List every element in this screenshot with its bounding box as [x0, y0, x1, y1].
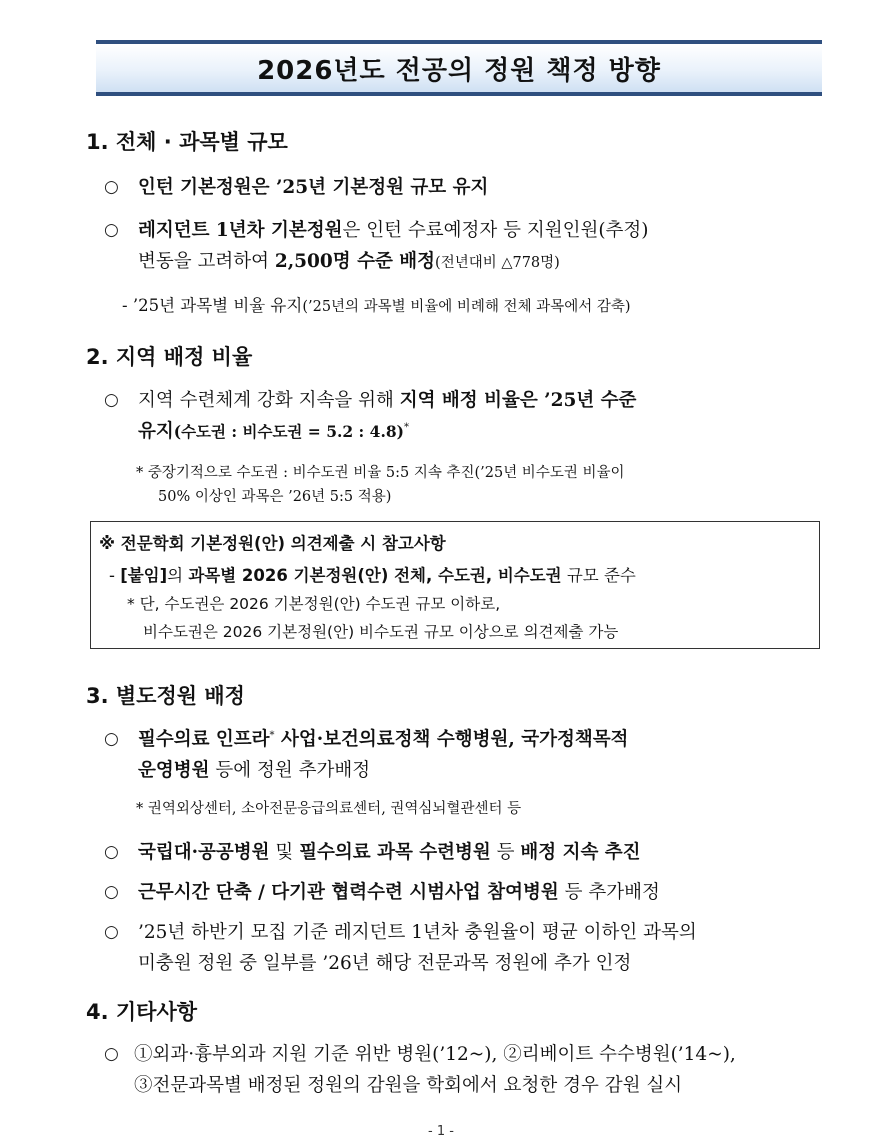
bullet-circle-icon: ○: [104, 842, 119, 862]
bullet-circle-icon: ○: [104, 390, 119, 410]
section1-item1: 인턴 기본정원은 ’25년 기본정원 규모 유지: [138, 177, 489, 198]
section2-note-line1: * 중장기적으로 수도권 : 비수도권 비율 5:5 지속 추진(’25년 비수도권 비율이: [136, 465, 625, 481]
page-number: - 1 -: [428, 1124, 454, 1139]
reference-line1: [109, 562, 636, 586]
bold-text: 필수의료 과목 수련병원: [299, 842, 491, 863]
section3-heading: 3. 별도정원 배정: [86, 684, 245, 708]
bold-text: 지역 배정 비율은 ’25년 수준: [399, 390, 637, 411]
footnote-mark: *: [269, 729, 275, 741]
section3-item2: [138, 838, 641, 864]
footnote-mark: *: [403, 421, 409, 433]
bullet-circle-icon: ○: [104, 220, 119, 240]
ratio-text: (수도권 : 비수도권 = 5.2 : 4.8): [173, 422, 404, 441]
dash: -: [122, 296, 128, 315]
section2-item1-line1: [138, 386, 636, 412]
section1-item2-line1: [138, 216, 649, 242]
bullet-circle-icon: ○: [104, 922, 119, 942]
dash: -: [109, 566, 121, 585]
bold-text: 운영병원: [138, 760, 210, 781]
text: 등 추가배정: [558, 882, 660, 903]
text: ’25년 과목별 비율 유지: [132, 296, 303, 315]
bullet-circle-icon: ○: [104, 177, 119, 197]
page-title: 2026년도 전공의 정원 책정 방향: [257, 55, 661, 86]
section4-heading: 4. 기타사항: [86, 1000, 198, 1024]
title-banner: [96, 40, 822, 96]
reference-heading: ※ 전문학회 기본정원(안) 의견제출 시 참고사항: [99, 534, 446, 553]
section2-item1-line2: [138, 417, 409, 443]
reference-line3: 비수도권은 2026 기본정원(안) 비수도권 규모 이상으로 의견제출 가능: [143, 623, 619, 641]
bullet-circle-icon: ○: [104, 1044, 119, 1064]
section1-sub-item: [122, 292, 631, 316]
text: 은 인턴 수료예정자 등 지원인원(추정): [342, 220, 649, 241]
section3-item4-line1: ’25년 하반기 모집 기준 레지던트 1년차 충원율이 평균 이하인 과목의: [138, 922, 697, 943]
bold-text: 과목별 2026 기본정원(안) 전체, 수도권, 비수도권: [188, 566, 562, 585]
text: 등: [490, 842, 521, 863]
reference-line2: * 단, 수도권은 2026 기본정원(안) 수도권 규모 이하로,: [127, 595, 501, 613]
small-text: (전년대비 △778명): [435, 255, 560, 271]
section2-note-line2: 50% 이상인 과목은 ’26년 5:5 적용): [158, 489, 392, 505]
text: 변동을 고려하여: [138, 251, 275, 272]
bold-text: 국립대·공공병원: [138, 842, 270, 863]
bold-text: 레지던트 1년차 기본정원: [138, 220, 343, 241]
text: 지역 수련체계 강화 지속을 위해: [138, 390, 400, 411]
section3-note: * 권역외상센터, 소아전문응급의료센터, 권역심뇌혈관센터 등: [136, 801, 522, 817]
text: 규모 준수: [561, 566, 636, 585]
reference-box: [90, 521, 820, 649]
section1-item2-line2: [138, 247, 560, 273]
section3-item3: [138, 878, 660, 904]
small-text: (’25년의 과목별 비율에 비례해 전체 과목에서 감축): [302, 299, 631, 315]
bullet-circle-icon: ○: [104, 882, 119, 902]
bold-text: 사업·보건의료정책 수행병원, 국가정책목적: [274, 729, 629, 750]
section2-heading: 2. 지역 배정 비율: [86, 345, 253, 369]
text: 의: [167, 566, 189, 585]
bullet-circle-icon: ○: [104, 729, 119, 749]
section4-item1-line2: ③전문과목별 배정된 정원의 감원을 학회에서 요청한 경우 감원 실시: [134, 1075, 683, 1096]
bold-text: 필수의료 인프라: [138, 729, 270, 750]
section4-item1-line1: ①외과·흉부외과 지원 기준 위반 병원(’12~), ②리베이트 수수병원(’14~),: [134, 1044, 736, 1065]
section1-heading: 1. 전체 · 과목별 규모: [86, 130, 288, 154]
section3-item1-line1: [138, 725, 628, 751]
section3-item1-line2: [138, 756, 370, 782]
section3-item4-line2: 미충원 정원 중 일부를 ’26년 해당 전문과목 정원에 추가 인정: [138, 953, 632, 974]
bold-text: [붙임]: [120, 566, 168, 585]
bold-text: 유지: [138, 421, 174, 442]
bold-text: 배정 지속 추진: [520, 842, 641, 863]
bold-text: 2,500명 수준 배정: [274, 251, 436, 272]
bold-text: 근무시간 단축 / 다기관 협력수련 시범사업 참여병원: [138, 882, 559, 903]
text: 및: [269, 842, 300, 863]
text: 등에 정원 추가배정: [209, 760, 371, 781]
